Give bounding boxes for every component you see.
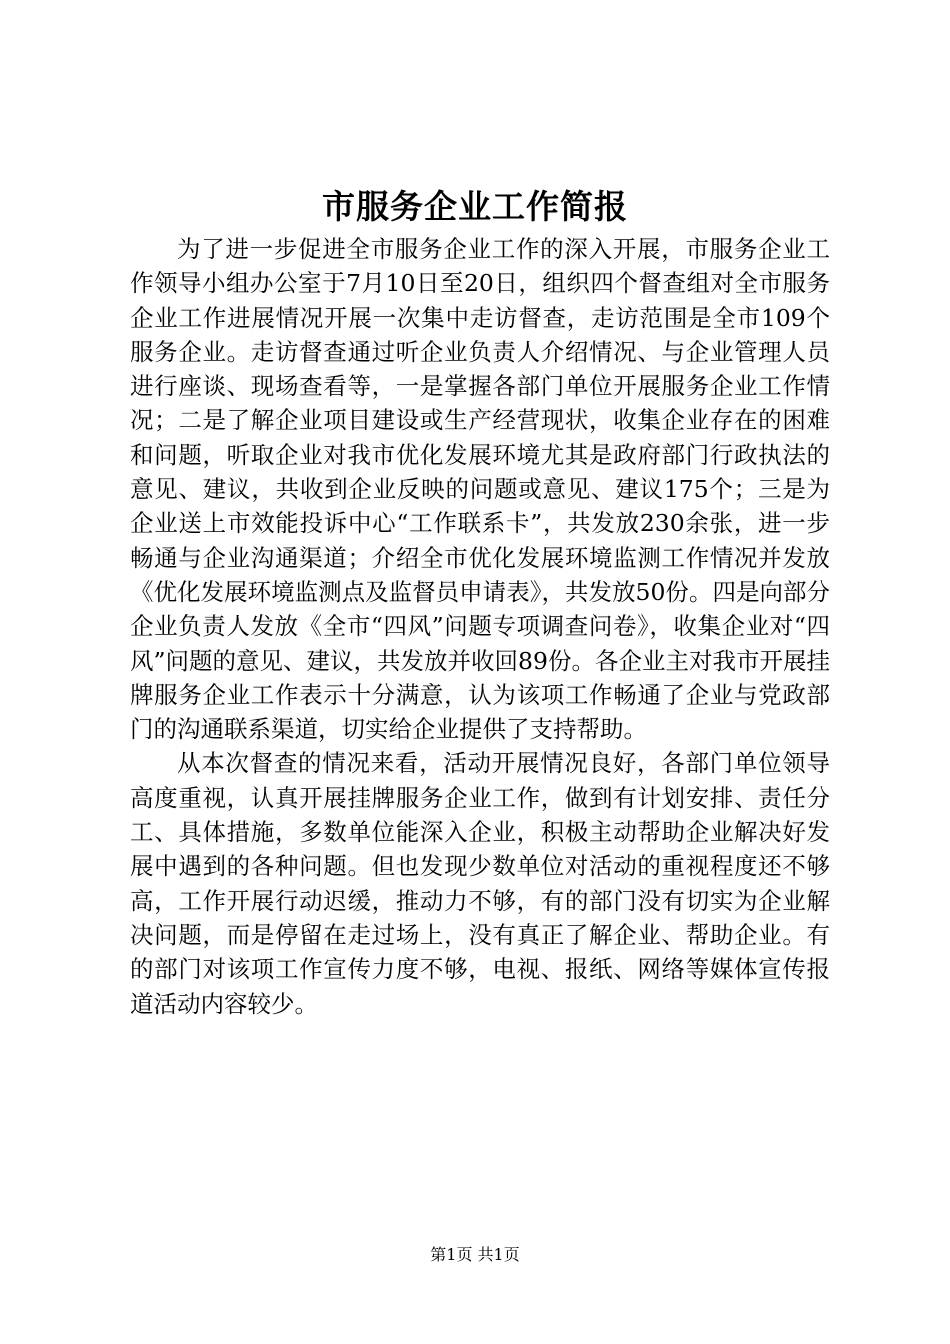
paragraph-2: 从本次督查的情况来看，活动开展情况良好，各部门单位领导高度重视，认真开展挂牌服务企业工作，做到有计划安排、责任分工、具体措施，多数单位能深入企业，积极主动帮助企业解决好发展中遇到的各种问题。但也发现少数单位对活动的重视程度还不够高，工作开展行动迟缓，推动力不够，有的部门没有切实为企业解决问题，而是停留在走过场上，没有真正了解企业、帮助企业。有的部门对该项工作宣传力度不够，电视、报纸、网络等媒体宣传报道活动内容较少。 xyxy=(130,749,830,1018)
page-number-footer: 第1页 共1页 xyxy=(430,1245,520,1264)
paragraph-1: 为了进一步促进全市服务企业工作的深入开展，市服务企业工作领导小组办公室于7月10日至20日，组织四个督查组对全市服务企业工作进展情况开展一次集中走访督查，走访范围是全市109个服务企业。走访督查通过听企业负责人介绍情况、与企业管理人员进行座谈、现场查看等，一是掌握各部门单位开展服务企业工作情况；二是了解企业项目建设或生产经营现状，收集企业存在的困难和问题，听取企业对我市优化发展环境尤其是政府部门行政执法的意见、建议，共收到企业反映的问题或意见、建议175个；三是为企业送上市效能投诉中心“工作联系卡”，共发放230余张，进一步畅通与企业沟通渠道；介绍全市优化发展环境监测工作情况并发放《优化发展环境监测点及监督员申请表》，共发放50份。四是向部分企业负责人发放《全市“四风”问题专项调查问卷》，收集企业对“四风”问题的意见、建议，共发放并收回89份。各企业主对我市开展挂牌服务企业工作表示十分满意，认为该项工作畅通了企业与党政部门的沟通联系渠道，切实给企业提供了支持帮助。 xyxy=(130,235,830,744)
document-body xyxy=(130,232,830,1021)
document-title: 市服务企业工作简报 xyxy=(322,187,628,226)
